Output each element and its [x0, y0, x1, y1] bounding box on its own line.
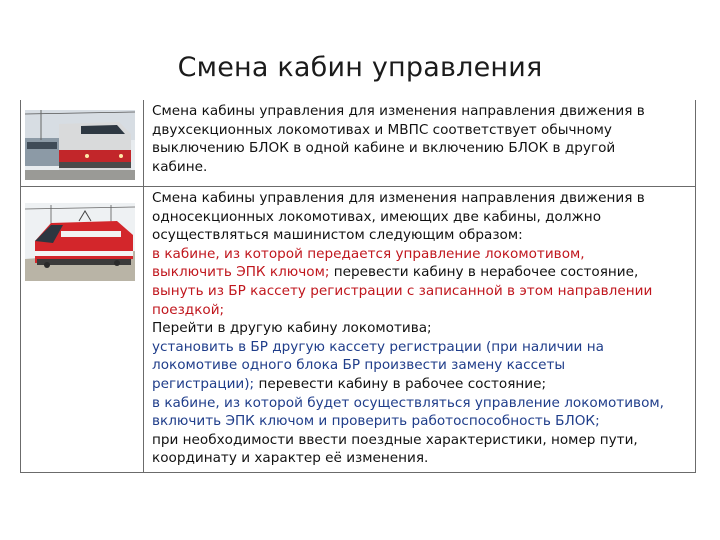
text-line: координату и характер её изменения.	[152, 450, 429, 467]
text-line: в кабине, из которой будет осуществляться управление локомотивом,	[152, 394, 664, 411]
text-line: установить в БР другую кассету регистрации (при наличии на	[152, 338, 604, 355]
text-span: выключить ЭПК ключом;	[152, 264, 330, 281]
text-span: перевести кабину в рабочее состояние;	[254, 375, 547, 392]
text-line: Смена кабины управления для изменения направления движения в	[152, 190, 645, 206]
text-line: кабине.	[152, 158, 208, 175]
text-cell	[144, 100, 696, 187]
text-line: включить ЭПК ключом и проверить работоспособность БЛОК;	[152, 413, 600, 430]
cell-text	[152, 102, 691, 176]
table-row	[21, 187, 696, 473]
text-cell	[144, 187, 696, 473]
text-line: при необходимости ввести поездные характеристики, номер пути,	[152, 431, 638, 448]
red-electric-locomotive-photo	[21, 201, 143, 285]
text-line: двухсекционных локомотивах и МВПС соответствует обычному	[152, 121, 612, 138]
image-cell	[21, 100, 144, 187]
table-row	[21, 100, 696, 187]
text-line: поездкой;	[152, 301, 225, 318]
text-line	[152, 375, 691, 394]
text-line: осуществляться машинистом следующим образом:	[152, 227, 523, 244]
two-section-locomotive-photo	[21, 100, 143, 186]
text-span: регистрации);	[152, 375, 255, 392]
text-line: в кабине, из которой передается управление локомотивом,	[152, 245, 585, 262]
cell-text	[152, 189, 691, 468]
text-line	[152, 263, 691, 282]
cab-change-table	[20, 100, 696, 473]
text-line: выключению БЛОК в одной кабине и включению БЛОК в другой	[152, 140, 616, 157]
text-line: вынуть из БР кассету регистрации с записанной в этом направлении	[152, 282, 653, 299]
page-title: Смена кабин управления	[177, 52, 543, 83]
text-line: односекционных локомотивах, имеющих две кабины, должно	[152, 208, 602, 225]
text-span: перевести кабину в нерабочее состояние,	[329, 264, 639, 281]
text-line: Смена кабины управления для изменения направления движения в	[152, 103, 645, 119]
image-cell	[21, 187, 144, 473]
text-line: локомотиве одного блока БР произвести замену кассеты	[152, 357, 566, 374]
text-line: Перейти в другую кабину локомотива;	[152, 320, 432, 337]
